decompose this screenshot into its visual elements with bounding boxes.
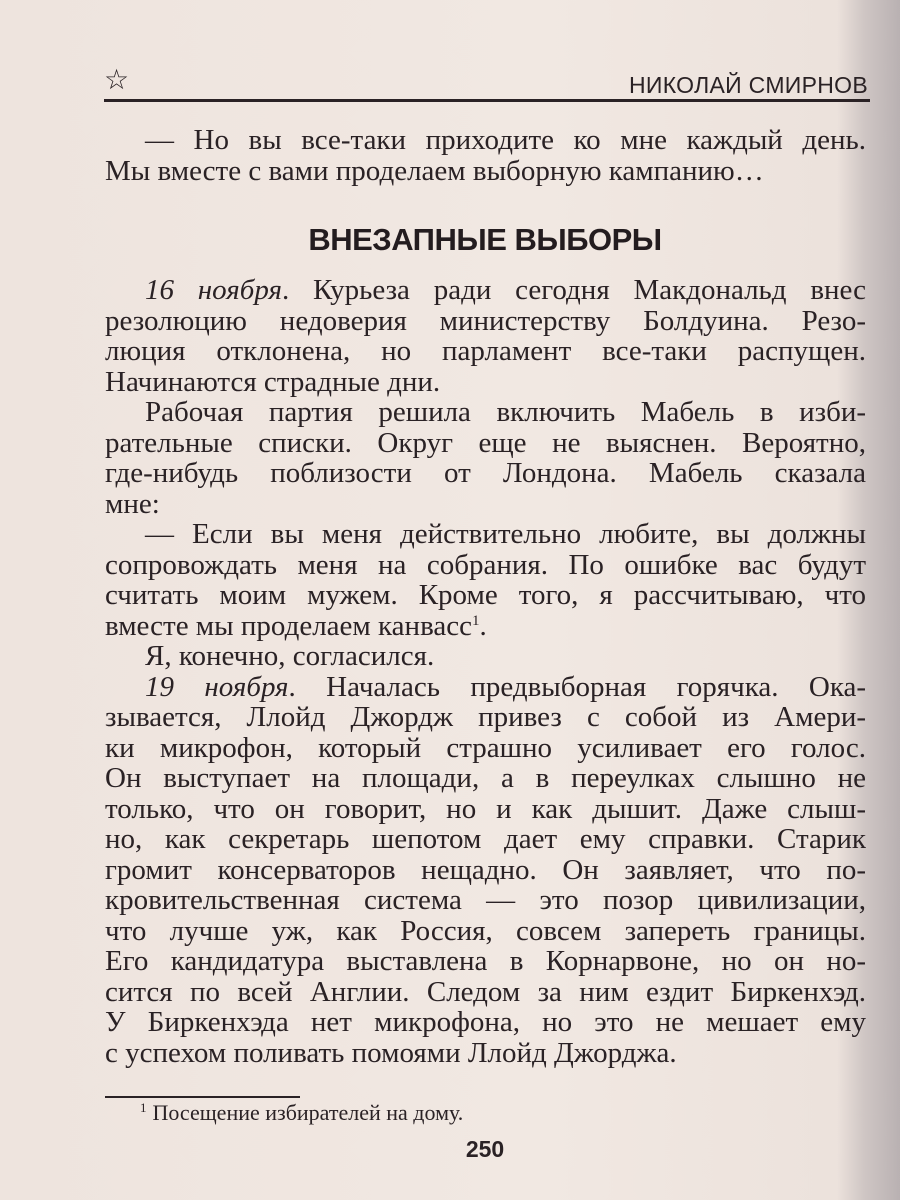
- text-line: [105, 763, 866, 794]
- text-line: [105, 428, 866, 459]
- text-line: [105, 580, 866, 611]
- footnote-reference: 1: [472, 612, 480, 629]
- text-line: [105, 367, 866, 398]
- text-line: [105, 519, 866, 550]
- text-line: [105, 885, 866, 916]
- text-line: [105, 489, 866, 520]
- line-text: .: [479, 609, 487, 642]
- text-line: [105, 550, 866, 581]
- date-label: 19 ноября: [145, 670, 289, 703]
- date-label: 16 ноября: [145, 274, 282, 306]
- body-text: [105, 275, 866, 1068]
- text-line: [105, 458, 866, 489]
- text-line: [105, 336, 866, 367]
- line-text: Он выступает на площади, а в переулках слышно не: [105, 762, 866, 794]
- line-text: с успехом поливать помоями Ллойд Джорджа.: [105, 1036, 677, 1069]
- text-line: [105, 702, 866, 733]
- text-line: [105, 125, 866, 156]
- text-line: [105, 946, 866, 977]
- chapter-heading: ВНЕЗАПНЫЕ ВЫБОРЫ: [308, 222, 662, 257]
- text-line: [105, 1007, 866, 1038]
- star-outline-icon: ☆: [104, 65, 130, 96]
- line-text: резолюцию недоверия министерству Болдуина. Резо-: [105, 304, 866, 337]
- text-line: [105, 1038, 866, 1069]
- text-line: [105, 855, 866, 886]
- footnote-text: Посещение избирателей на дому.: [152, 1100, 464, 1125]
- text-line: [105, 672, 866, 703]
- line-text: где-нибудь поблизости от Лондона. Мабель сказала: [105, 457, 866, 489]
- line-text: громит консерваторов нещадно. Он заявляет, что по-: [105, 853, 866, 886]
- line-text: . Началась предвыборная горячка. Ока-: [288, 670, 866, 703]
- line-text: что лучше уж, как Россия, совсем запереть границы.: [105, 914, 866, 947]
- text-line: [105, 794, 866, 825]
- line-text: только, что он говорит, но и как дышит. Даже слыш-: [105, 792, 866, 825]
- line-text: Начинаются страдные дни.: [105, 365, 441, 398]
- line-text: мне:: [105, 487, 160, 520]
- line-text: ки микрофон, который страшно усиливает его голос.: [105, 731, 866, 764]
- line-text: люция отклонена, но парламент все-таки распущен.: [105, 335, 866, 367]
- line-text: кровительственная система — это позор цивилизации,: [105, 884, 866, 916]
- intro-paragraph: [105, 125, 866, 186]
- line-text: . Курьеза ради сегодня Макдональд внес: [281, 274, 866, 306]
- footnote-rule: [105, 1096, 300, 1098]
- line-text: считать моим мужем. Кроме того, я рассчитываю, что: [105, 579, 866, 611]
- text-line: [105, 306, 866, 337]
- running-header-author: НИКОЛАЙ СМИРНОВ: [629, 72, 868, 98]
- line-text: Я, конечно, согласился.: [145, 640, 435, 672]
- line-text: Рабочая партия решила включить Мабель в изби-: [145, 396, 866, 428]
- page-number: 250: [465, 1136, 505, 1162]
- line-text: рательные списки. Округ еще не выяснен. Вероятно,: [105, 426, 866, 459]
- line-text: зывается, Ллойд Джордж привез с собой из Амери-: [105, 701, 866, 733]
- line-text: — Если вы меня действительно любите, вы должны: [145, 518, 866, 550]
- line-text: но, как секретарь шепотом дает ему справки. Старик: [105, 823, 866, 855]
- line-text: Его кандидатура выставлена в Корнарвоне, но он но-: [105, 945, 866, 977]
- line-text: вместе мы проделаем канвасс: [105, 609, 472, 642]
- footnote: [140, 1100, 463, 1126]
- text-line: [105, 824, 866, 855]
- footnote-marker: 1: [140, 1100, 147, 1115]
- text-line: [105, 275, 866, 306]
- line-text: сопровождать меня на собрания. По ошибке вас будут: [105, 548, 866, 581]
- text-line: [105, 977, 866, 1008]
- text-line: [105, 156, 866, 187]
- header-rule: [104, 99, 870, 102]
- text-line: [105, 733, 866, 764]
- line-text: сится по всей Англии. Следом за ним ездит Биркенхэд.: [105, 975, 866, 1008]
- text-line: [105, 916, 866, 947]
- line-text: Мы вместе с вами проделаем выборную кампанию…: [105, 154, 764, 187]
- line-text: У Биркенхэда нет микрофона, но это не мешает ему: [105, 1006, 866, 1038]
- text-line: [105, 397, 866, 428]
- text-line: [105, 611, 866, 642]
- text-line: [105, 641, 866, 672]
- line-text: — Но вы все-таки приходите ко мне каждый день.: [145, 124, 866, 156]
